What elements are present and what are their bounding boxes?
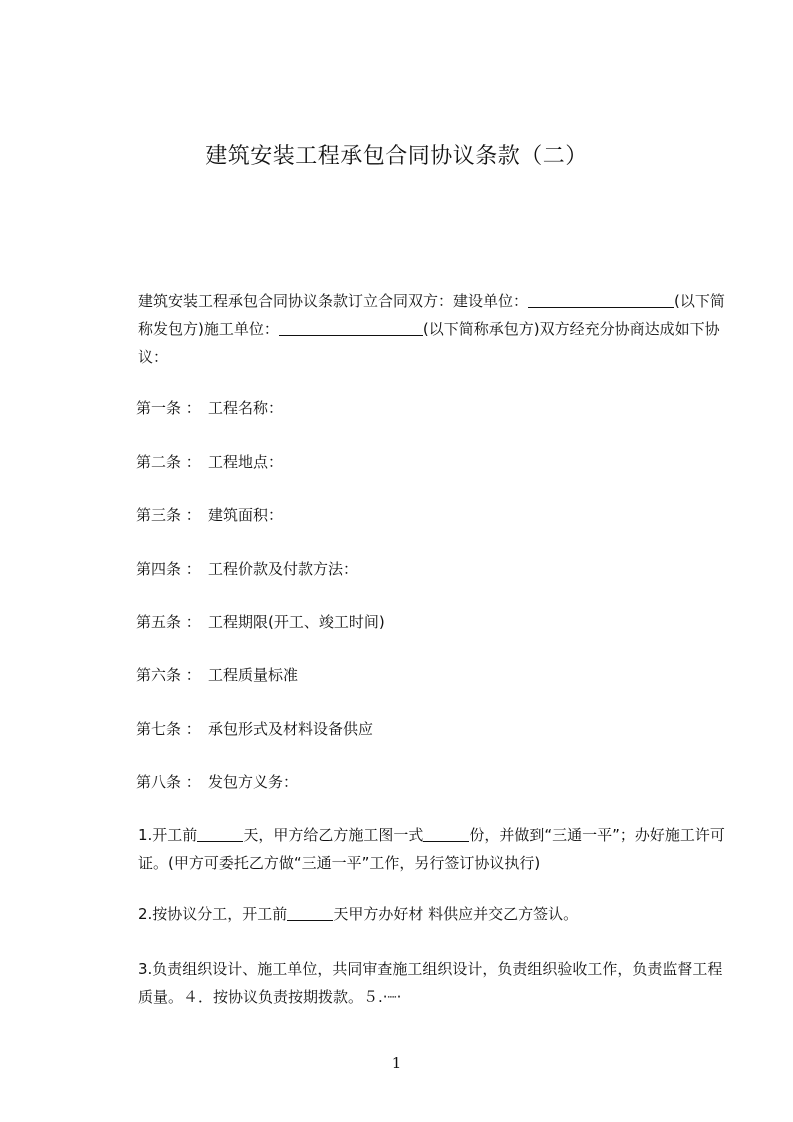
article-text: 承包形式及材料设备供应 — [208, 720, 374, 738]
item2-part-a: 2.按协议分工，开工前 — [138, 905, 288, 923]
article-text: 工程地点： — [208, 453, 284, 471]
blank-days-2 — [287, 904, 333, 921]
article-text: 工程名称： — [208, 399, 284, 417]
article-7 — [136, 718, 373, 740]
intro-paragraph — [106, 287, 734, 371]
article-6 — [136, 664, 298, 686]
article-text: 工程期限(开工、竣工时间) — [208, 613, 385, 631]
item1-part-a: 1.开工前 — [138, 826, 198, 844]
blank-contractor — [279, 319, 423, 336]
article-label: 第二条 ： — [136, 453, 201, 471]
article-8 — [136, 771, 298, 793]
article-label: 第一条 ： — [136, 399, 201, 417]
page-number: 1 — [391, 1054, 402, 1072]
article-label: 第八条 ： — [136, 773, 201, 791]
article-text: 发包方义务： — [208, 773, 299, 791]
article-4 — [136, 558, 358, 580]
document-title: 建筑安装工程承包合同协议条款（二） — [205, 144, 588, 169]
article-label: 第三条 ： — [136, 506, 201, 524]
article-1 — [136, 397, 283, 419]
article-text: 工程质量标准 — [208, 666, 299, 684]
item1-part-b: 天，甲方给乙方施工图一式 — [243, 826, 424, 844]
obligation-item-3: 3.负责组织设计、施工单位，共同审查施工组织设计，负责组织验收工作，负责监督工程质量。４．按协议负责按期拨款。５.·┈· — [138, 960, 723, 1006]
article-2 — [136, 451, 283, 473]
article-label: 第四条 ： — [136, 560, 201, 578]
obligation-item-2 — [106, 900, 734, 928]
item2-part-b: 天甲方办好材 料供应并交乙方签认。 — [333, 905, 579, 923]
item1-part-c: 份，并做到“三通一平”；办好施工许可证。(甲方可委托乙方做“三通一平”工作，另行签订协议执行) — [138, 826, 725, 872]
obligation-item-1 — [106, 821, 734, 877]
article-5 — [136, 611, 385, 633]
article-3 — [136, 504, 283, 526]
blank-employer — [528, 291, 674, 308]
article-label: 第五条 ： — [136, 613, 201, 631]
article-label: 第六条 ： — [136, 666, 201, 684]
blank-copies — [423, 825, 469, 842]
blank-days — [197, 825, 243, 842]
intro-part3: (以下简称承包方)双方经充分协商达成如下协议： — [138, 320, 720, 366]
intro-part1: 建筑安装工程承包合同协议条款订立合同双方：建设单位： — [138, 292, 529, 310]
article-text: 工程价款及付款方法： — [208, 560, 359, 578]
article-label: 第七条 ： — [136, 720, 201, 738]
intro-part2: (以下简称发包方)施工单位： — [138, 292, 725, 338]
article-text: 建筑面积： — [208, 506, 284, 524]
